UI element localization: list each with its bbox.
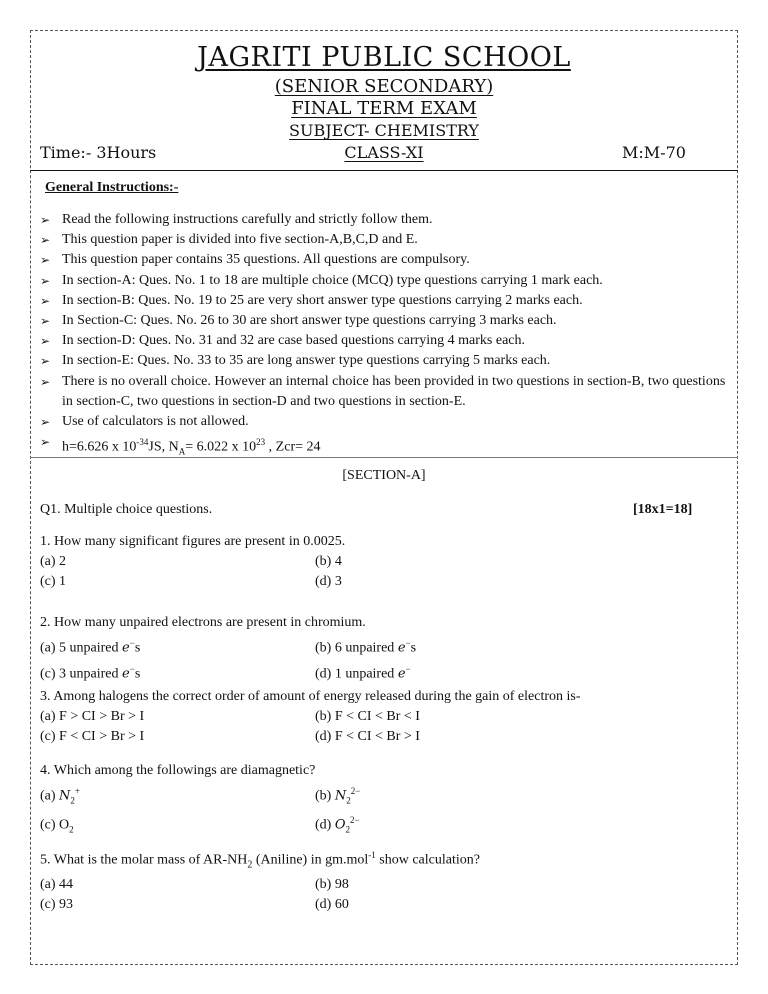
option-c: (c) $O_2$ [40,818,74,835]
question-text: 3. Among halogens the correct order of amount of energy released during the gain of electron is- [40,689,581,704]
instruction-item: ➢ In section-D: Ques. No. 31 and 32 are case based questions carrying 4 marks each. [40,331,730,351]
arrow-bullet-icon: ➢ [40,233,51,248]
school-level: (SENIOR SECONDARY) [274,76,494,97]
option-d: (d) 3 [315,574,342,589]
option-c: (c) 93 [40,897,74,913]
arrow-bullet-icon: ➢ [40,435,51,450]
question-text: 1. How many significant figures are present in 0.0025. [40,534,346,549]
instruction-item: ➢ Use of calculators is not allowed. [40,412,730,432]
question-2 [40,613,730,684]
option-a: (a) 5 unpaired e−s [40,638,141,656]
question-text: 5. What is the molar mass of $AR-NH_2$ (Aniline) in gm.mol$^{-1}$ show calculation? [40,850,480,871]
option-c: (c) 1 [40,574,67,589]
option-a: (a) $N_2^+$ [40,786,80,806]
option-b: (b) 4 [315,554,342,569]
instructions-list [40,210,730,462]
instructions-title: General Instructions:- [45,180,179,195]
question-group-heading: Q1. Multiple choice questions. [40,502,213,517]
option-d: (d) 60 [315,897,349,913]
class-title: CLASS-XI [344,143,424,162]
section-a-title: [SECTION-A] [342,468,426,483]
instructions-divider [30,457,738,458]
arrow-bullet-icon: ➢ [40,314,51,329]
header-divider [30,170,738,171]
arrow-bullet-icon: ➢ [40,253,51,268]
instruction-item: ➢ In Section-C: Ques. No. 26 to 30 are short answer type questions carrying 3 marks each. [40,311,730,331]
option-b: (b) F < CI < Br < I [315,709,420,724]
exam-time: Time:- 3Hours [40,143,157,162]
subject-title: SUBJECT- CHEMISTRY [289,121,479,140]
question-group-marks: [18x1=18] [633,502,693,517]
instruction-item: ➢ In section-A: Ques. No. 1 to 18 are multiple choice (MCQ) type questions carrying 1 mark each. [40,271,730,291]
instruction-item: ➢ In section-E: Ques. No. 33 to 35 are long answer type questions carrying 5 marks each. [40,351,730,371]
arrow-bullet-icon: ➢ [40,293,51,308]
arrow-bullet-icon: ➢ [40,374,51,389]
option-b: (b) 6 unpaired e−s [315,638,417,656]
instruction-constants: ➢ h=6.626 x $10^{-34}JS$, $N_A= 6.022$ x $10^{23}$ , Zcr= 24 [40,432,730,462]
option-d: (d) $O_2^{2-}$ [315,815,360,835]
question-5 [40,845,730,915]
question-options [40,781,730,840]
option-c: (c) 3 unpaired e−s [40,663,141,682]
question-options [40,707,730,747]
instruction-item: ➢ Read the following instructions carefully and strictly follow them. [40,210,730,230]
instruction-item: ➢ In section-B: Ques. No. 19 to 25 are very short answer type questions carrying 2 marks each. [40,291,730,311]
option-d: (d) 1 unpaired e− [315,663,411,682]
question-options [40,633,730,684]
arrow-bullet-icon: ➢ [40,334,51,349]
question-text: 4. Which among the followings are diamagnetic? [40,763,316,778]
arrow-bullet-icon: ➢ [40,354,51,369]
option-c: (c) F < CI > Br > I [40,729,145,744]
question-1 [40,532,730,592]
instruction-item: ➢ This question paper is divided into five section-A,B,C,D and E. [40,230,730,250]
option-b: (b) 98 [315,877,349,893]
question-3 [40,687,730,747]
question-options [40,552,730,592]
exam-title: FINAL TERM EXAM [291,98,477,119]
option-b: (b) $N_2^{2-}$ [315,786,361,806]
question-4 [40,761,730,840]
max-marks: M:M-70 [622,143,686,162]
instruction-item: ➢ This question paper contains 35 questions. All questions are compulsory. [40,250,730,270]
school-name: JAGRITI PUBLIC SCHOOL [197,42,571,73]
arrow-bullet-icon: ➢ [40,213,51,227]
arrow-bullet-icon: ➢ [40,415,51,430]
option-d: (d) F < CI < Br > I [315,729,420,744]
option-a: (a) 44 [40,877,74,893]
question-options [40,875,730,915]
option-a: (a) F > CI > Br > I [40,709,145,724]
option-a: (a) 2 [40,554,67,569]
instruction-item: ➢ There is no overall choice. However an internal choice has been provided in two questions in section-B, two questions in section-C, two questions in section-D and two questions in section-E. [40,373,726,409]
arrow-bullet-icon: ➢ [40,273,51,288]
question-text: 2. How many unpaired electrons are present in chromium. [40,615,366,630]
